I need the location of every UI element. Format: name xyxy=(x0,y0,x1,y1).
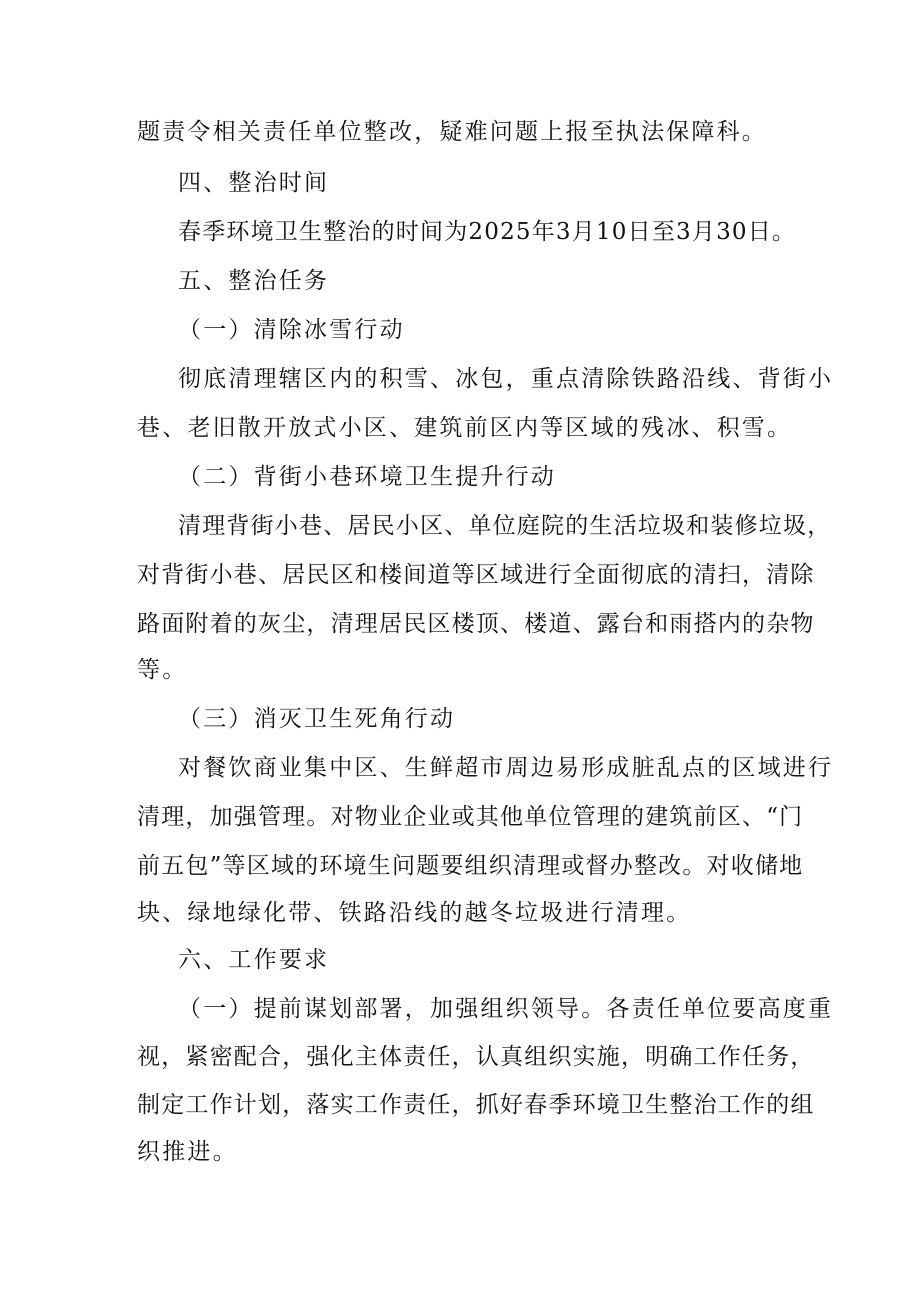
section-heading-requirements: 六、工作要求 xyxy=(178,947,330,973)
paragraph-line: 织推进。 xyxy=(137,1139,238,1165)
paragraph-line: 巷、老旧散开放式小区、建筑前区内等区域的残冰、积雪。 xyxy=(137,415,793,441)
paragraph-line: 清理，加强管理。对物业企业或其他单位管理的建筑前区、“门 xyxy=(137,804,804,830)
paragraph-line: 块、绿地绿化带、铁路沿线的越冬垃圾进行清理。 xyxy=(137,900,692,926)
paragraph-line: 题责令相关责任单位整改，疑难问题上报至执法保障科。 xyxy=(137,119,767,145)
subsection-heading: （一）清除冰雪行动 xyxy=(178,317,405,343)
paragraph-line: （一）提前谋划部署，加强组织领导。各责任单位要高度重 xyxy=(178,996,834,1022)
paragraph-line: 制定工作计划，落实工作责任，抓好春季环境卫生整治工作的组 xyxy=(137,1092,815,1118)
paragraph-line: 路面附着的灰尘，清理居民区楼顶、楼道、露台和雨搭内的杂物 xyxy=(137,611,815,637)
paragraph-line: 等。 xyxy=(137,657,188,683)
paragraph-line: 彻底清理辖区内的积雪、冰包，重点清除铁路沿线、背街小 xyxy=(178,366,834,392)
paragraph-line: 视，紧密配合，强化主体责任，认真组织实施，明确工作任务， xyxy=(137,1044,815,1070)
section-heading-time: 四、整治时间 xyxy=(178,170,330,196)
paragraph-line: 清理背街小巷、居民小区、单位庭院的生活垃圾和装修垃圾， xyxy=(178,513,832,539)
subsection-heading: （二）背街小巷环境卫生提升行动 xyxy=(178,464,556,490)
paragraph-line: 前五包”等区域的环境生问题要组织清理或督办整改。对收储地 xyxy=(137,853,804,879)
section-heading-tasks: 五、整治任务 xyxy=(178,268,330,294)
paragraph-line: 对背街小巷、居民区和楼间道等区域进行全面彻底的清扫，清除 xyxy=(137,562,815,588)
subsection-heading: （三）消灭卫生死角行动 xyxy=(178,706,456,732)
paragraph-line: 春季环境卫生整治的时间为2025年3月10日至3月30日。 xyxy=(178,219,797,245)
paragraph-line: 对餐饮商业集中区、生鲜超市周边易形成脏乱点的区域进行 xyxy=(178,755,834,781)
